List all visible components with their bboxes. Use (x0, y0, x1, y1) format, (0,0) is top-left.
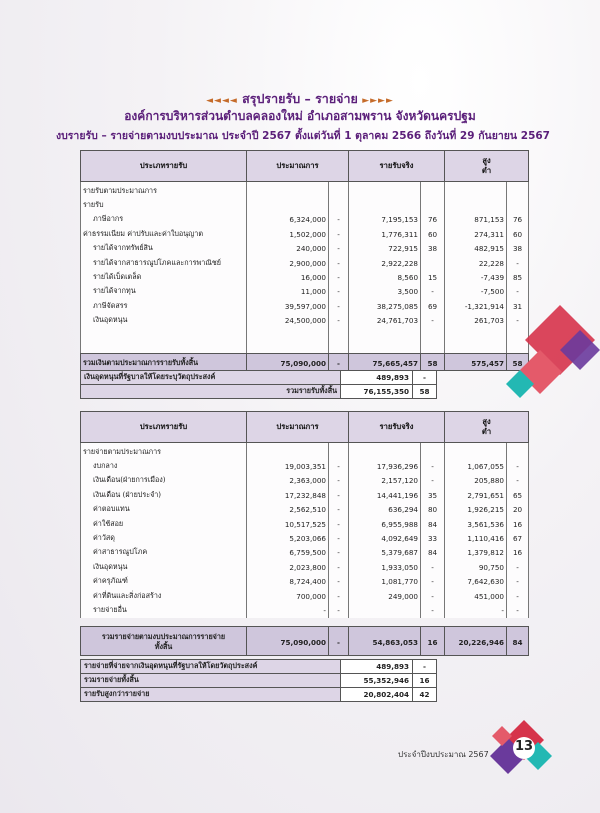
row-actual: 636,294 (349, 503, 421, 517)
table-row (81, 227, 529, 241)
subsidy-actual: 489,893 (341, 660, 413, 674)
row-diff: 3,561,536 (445, 517, 507, 531)
income-summary-table (80, 370, 437, 399)
row-budget: 240,000 (247, 242, 329, 256)
row-budget: 5,203,066 (247, 531, 329, 545)
row-budget: 2,900,000 (247, 256, 329, 270)
table-row (81, 314, 529, 328)
table-row (81, 589, 529, 603)
table-row (81, 443, 529, 460)
row-budget: 24,500,000 (247, 314, 329, 328)
row-name: ค่าธรรมเนียม ค่าปรับและค่าใบอนุญาต (81, 227, 247, 241)
row-pct: 76 (421, 213, 445, 227)
row-actual (349, 603, 421, 617)
table-row (81, 256, 529, 270)
expense-table (80, 411, 529, 618)
total-actual: 75,665,457 (349, 354, 421, 371)
row-pct: 84 (421, 517, 445, 531)
row-diff: -7,500 (445, 285, 507, 299)
total-budget: 75,090,000 (247, 627, 329, 656)
row-actual: 7,195,153 (349, 213, 421, 227)
row-name: ค่าสาธารณูปโภค (81, 546, 247, 560)
col-type: ประเภทรายรับ (81, 151, 247, 182)
income-total-row (81, 354, 529, 371)
table-row (81, 546, 529, 560)
row-actual: 2,157,120 (349, 474, 421, 488)
row-diff: 274,311 (445, 227, 507, 241)
total-pct: 16 (421, 627, 445, 656)
grand-pct: 58 (413, 385, 437, 399)
row-diff: 90,750 (445, 560, 507, 574)
table-row (81, 503, 529, 517)
row-pct: 38 (421, 242, 445, 256)
subsidy-pct: - (413, 660, 437, 674)
row-pct: - (421, 589, 445, 603)
row-pct2: - (507, 256, 529, 270)
row-pct (421, 256, 445, 270)
row-name: รายจ่ายอื่น (81, 603, 247, 617)
col-diff (445, 412, 529, 443)
row-actual: 1,933,050 (349, 560, 421, 574)
row-dash: - (329, 299, 349, 313)
col-diff (445, 151, 529, 182)
row-actual: 1,776,311 (349, 227, 421, 241)
row-name: เงินเดือน(ฝ่ายการเมือง) (81, 474, 247, 488)
row-dash: - (329, 314, 349, 328)
row-dash: - (329, 488, 349, 502)
expense-summary-table (80, 659, 437, 702)
row-name: รายได้เบ็ดเตล็ด (81, 270, 247, 284)
row-dash: - (329, 503, 349, 517)
table-row (81, 488, 529, 502)
page-number: 13 (514, 739, 534, 754)
table-row (81, 198, 529, 212)
row-budget: 8,724,400 (247, 575, 329, 589)
row-name: เงินเดือน (ฝ่ายประจำ) (81, 488, 247, 502)
row-dash: - (329, 474, 349, 488)
row-actual: 1,081,770 (349, 575, 421, 589)
row-pct2: 16 (507, 546, 529, 560)
row-pct2: 60 (507, 227, 529, 241)
row-name: ภาษีอากร (81, 213, 247, 227)
row-pct2: 65 (507, 488, 529, 502)
row-name: รายได้จากทุน (81, 285, 247, 299)
income-table-header (81, 151, 529, 182)
col-budget: ประมาณการ (247, 412, 349, 443)
row-budget: 11,000 (247, 285, 329, 299)
col-diff-low: ต่ำ (481, 427, 492, 436)
row-actual: 249,000 (349, 589, 421, 603)
organization-name: องค์การบริหารส่วนตำบลคลองใหม่ อำเภอสามพราน จังหวัดนครปฐม (124, 109, 476, 123)
total-label (81, 627, 247, 656)
expense-table-header (81, 412, 529, 443)
total-label-line2: ทั้งสิ้น (154, 642, 173, 651)
total-pct: 58 (421, 354, 445, 371)
row-pct2: 76 (507, 213, 529, 227)
row-pct2: - (507, 474, 529, 488)
row-pct2: 31 (507, 299, 529, 313)
col-type: ประเภทรายรับ (81, 412, 247, 443)
row-actual: 722,915 (349, 242, 421, 256)
income-subsidy-row (81, 371, 437, 385)
row-diff: 205,880 (445, 474, 507, 488)
row-pct: 69 (421, 299, 445, 313)
section-label: รายจ่ายตามประมาณการ (81, 443, 247, 460)
row-pct2: - (507, 459, 529, 473)
total-diff: 575,457 (445, 354, 507, 371)
row-pct: - (421, 603, 445, 617)
row-dash: - (329, 589, 349, 603)
row-pct: 33 (421, 531, 445, 545)
row-dash: - (329, 546, 349, 560)
row-pct2: 16 (507, 517, 529, 531)
row-budget: 2,023,800 (247, 560, 329, 574)
row-diff: 22,228 (445, 256, 507, 270)
row-diff: 482,915 (445, 242, 507, 256)
row-name: เงินอุดหนุน (81, 560, 247, 574)
surplus-label: รายรับสูงกว่ารายจ่าย (81, 688, 341, 702)
spacer-row (81, 328, 529, 342)
total-label: รวมเงินตามประมาณการรายรับทั้งสิ้น (81, 354, 247, 371)
table-row (81, 603, 529, 617)
income-total-table (80, 353, 529, 371)
row-pct2: - (507, 285, 529, 299)
table-row (81, 459, 529, 473)
row-name: ภาษีจัดสรร (81, 299, 247, 313)
row-pct2: 67 (507, 531, 529, 545)
col-actual: รายรับจริง (349, 151, 445, 182)
table-row (81, 517, 529, 531)
period-line: งบรายรับ – รายจ่ายตามงบประมาณ ประจำปี 2567 ตั้งแต่วันที่ 1 ตุลาคม 2566 ถึงวันที่ 29 กันยายน 2567 (56, 130, 550, 142)
grand-label: รวมรายรับทั้งสิ้น (81, 385, 341, 399)
row-diff: 1,067,055 (445, 459, 507, 473)
total-dash: - (329, 627, 349, 656)
subsidy-label: เงินอุดหนุนที่รัฐบาลให้โดยระบุวัตถุประสงค์ (81, 371, 341, 385)
row-pct: 80 (421, 503, 445, 517)
row-dash: - (329, 575, 349, 589)
surplus-pct: 42 (413, 688, 437, 702)
row-budget: 700,000 (247, 589, 329, 603)
col-diff-high: สูง (482, 156, 491, 165)
row-name: ค่าวัสดุ (81, 531, 247, 545)
row-budget: 17,232,848 (247, 488, 329, 502)
row-pct: - (421, 285, 445, 299)
total-pct2: 58 (507, 354, 529, 371)
row-budget: 10,517,525 (247, 517, 329, 531)
grand-actual: 55,352,946 (341, 674, 413, 688)
table-row (81, 560, 529, 574)
row-diff: 261,703 (445, 314, 507, 328)
group-label: รายรับ (81, 198, 247, 212)
expense-total-row (81, 627, 529, 656)
row-actual: 4,092,649 (349, 531, 421, 545)
income-table (80, 150, 529, 357)
col-actual: รายรับจริง (349, 412, 445, 443)
row-actual: 5,379,687 (349, 546, 421, 560)
total-pct2: 84 (507, 627, 529, 656)
row-name: รายได้จากสาธารณูปโภคและการพาณิชย์ (81, 256, 247, 270)
row-dash: - (329, 459, 349, 473)
subsidy-label: รายจ่ายที่จ่ายจากเงินอุดหนุนที่รัฐบาลให้โดยวัตถุประสงค์ (81, 660, 341, 674)
total-actual: 54,863,053 (349, 627, 421, 656)
row-name: รายได้จากทรัพย์สิน (81, 242, 247, 256)
row-budget: 16,000 (247, 270, 329, 284)
row-name: เงินอุดหนุน (81, 314, 247, 328)
table-row (81, 213, 529, 227)
row-budget: 2,562,510 (247, 503, 329, 517)
row-actual: 6,955,988 (349, 517, 421, 531)
table-row (81, 531, 529, 545)
row-pct2: - (507, 603, 529, 617)
row-budget: 1,502,000 (247, 227, 329, 241)
subsidy-actual: 489,893 (341, 371, 413, 385)
row-diff: 2,791,651 (445, 488, 507, 502)
footer-text: ประจำปีงบประมาณ 2567 (398, 750, 489, 759)
total-dash: - (329, 354, 349, 371)
row-diff: 871,153 (445, 213, 507, 227)
grand-actual: 76,155,350 (341, 385, 413, 399)
table-row (81, 242, 529, 256)
row-pct2: - (507, 575, 529, 589)
row-name: งบกลาง (81, 459, 247, 473)
page-title (0, 89, 600, 109)
row-actual: 14,441,196 (349, 488, 421, 502)
title-arrows-left: ◄◄◄◄ (206, 96, 238, 106)
row-budget: 19,003,351 (247, 459, 329, 473)
row-actual: 38,275,085 (349, 299, 421, 313)
row-pct2: 85 (507, 270, 529, 284)
row-dash: - (329, 270, 349, 284)
table-row (81, 285, 529, 299)
row-diff: 7,642,630 (445, 575, 507, 589)
expense-surplus-row (81, 688, 437, 702)
row-budget: 39,597,000 (247, 299, 329, 313)
decorative-diamonds-right (500, 300, 600, 410)
grand-label: รวมรายจ่ายทั้งสิ้น (81, 674, 341, 688)
row-dash: - (329, 242, 349, 256)
col-diff-low: ต่ำ (481, 166, 492, 175)
col-budget: ประมาณการ (247, 151, 349, 182)
row-diff: -7,439 (445, 270, 507, 284)
row-actual: 3,500 (349, 285, 421, 299)
row-dash: - (329, 227, 349, 241)
row-dash: - (329, 560, 349, 574)
income-grand-row (81, 385, 437, 399)
row-actual: 8,560 (349, 270, 421, 284)
row-dash: - (329, 213, 349, 227)
row-pct: - (421, 314, 445, 328)
expense-subsidy-row (81, 660, 437, 674)
surplus-actual: 20,802,404 (341, 688, 413, 702)
row-pct: - (421, 459, 445, 473)
table-row (81, 270, 529, 284)
row-pct: - (421, 560, 445, 574)
row-pct2: 38 (507, 242, 529, 256)
row-budget: 6,324,000 (247, 213, 329, 227)
row-actual: 2,922,228 (349, 256, 421, 270)
title-text: สรุปรายรับ – รายจ่าย (242, 91, 358, 106)
row-name: ค่าตอบแทน (81, 503, 247, 517)
row-pct2: - (507, 560, 529, 574)
row-budget: 6,759,500 (247, 546, 329, 560)
row-pct: - (421, 575, 445, 589)
row-diff: 1,379,812 (445, 546, 507, 560)
col-diff-high: สูง (482, 417, 491, 426)
row-pct: - (421, 474, 445, 488)
row-dash: - (329, 603, 349, 617)
row-dash: - (329, 517, 349, 531)
row-budget: - (247, 603, 329, 617)
row-pct2: 20 (507, 503, 529, 517)
table-row (81, 474, 529, 488)
row-pct: 84 (421, 546, 445, 560)
row-pct2: - (507, 314, 529, 328)
row-diff: 451,000 (445, 589, 507, 603)
row-diff: - (445, 603, 507, 617)
row-pct2: - (507, 589, 529, 603)
grand-pct: 16 (413, 674, 437, 688)
table-row (81, 182, 529, 199)
row-name: ค่าครุภัณฑ์ (81, 575, 247, 589)
row-diff: 1,110,416 (445, 531, 507, 545)
total-budget: 75,090,000 (247, 354, 329, 371)
row-actual: 24,761,703 (349, 314, 421, 328)
title-arrows-right: ►►►► (362, 96, 394, 106)
row-diff: -1,321,914 (445, 299, 507, 313)
row-name: ค่าที่ดินและสิ่งก่อสร้าง (81, 589, 247, 603)
row-diff: 1,926,215 (445, 503, 507, 517)
row-actual: 17,936,296 (349, 459, 421, 473)
expense-total-table (80, 626, 529, 656)
section-label: รายรับตามประมาณการ (81, 182, 247, 199)
total-label-line1: รวมรายจ่ายตามงบประมาณการรายจ่าย (101, 632, 226, 641)
row-dash: - (329, 531, 349, 545)
row-pct: 35 (421, 488, 445, 502)
row-name: ค่าใช้สอย (81, 517, 247, 531)
row-pct: 15 (421, 270, 445, 284)
row-dash: - (329, 285, 349, 299)
row-dash: - (329, 256, 349, 270)
table-row (81, 575, 529, 589)
expense-grand-row (81, 674, 437, 688)
table-row (81, 299, 529, 313)
row-pct: 60 (421, 227, 445, 241)
total-diff: 20,226,946 (445, 627, 507, 656)
subsidy-pct: - (413, 371, 437, 385)
row-budget: 2,363,000 (247, 474, 329, 488)
